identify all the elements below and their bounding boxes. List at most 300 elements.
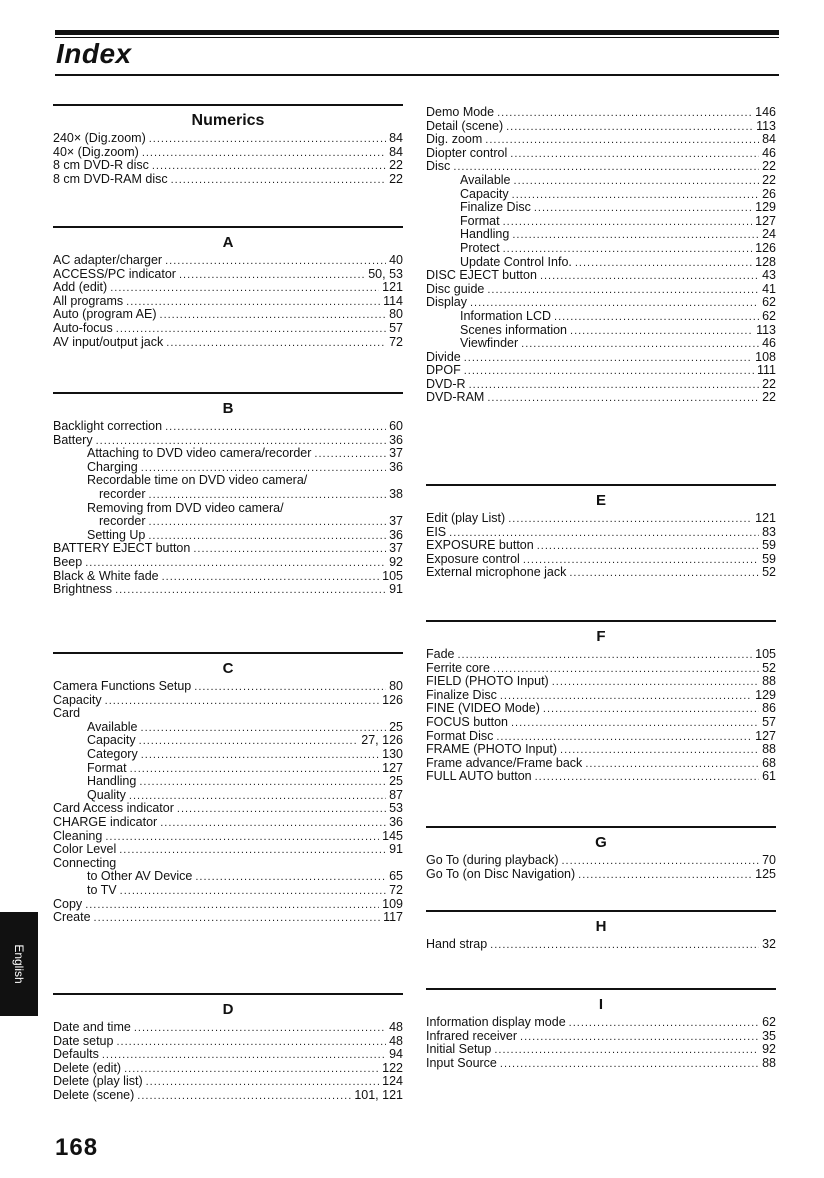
entry-list — [53, 254, 403, 349]
entry-label: 40× (Dig.zoom) — [53, 144, 139, 159]
dot-leader — [102, 1049, 386, 1063]
entry-page-ref: 36 — [389, 432, 403, 447]
index-entry — [426, 689, 776, 703]
index-entry — [53, 529, 403, 543]
entry-page-ref: 36 — [389, 459, 403, 474]
dot-leader — [497, 107, 752, 121]
entry-page-ref: 94 — [389, 1047, 403, 1062]
entry-label: DVD-R — [426, 376, 466, 391]
index-entry — [426, 757, 776, 771]
dot-leader — [152, 160, 386, 174]
dot-leader — [500, 1058, 759, 1072]
entry-label: Information LCD — [460, 308, 552, 323]
entry-label: Camera Functions Setup — [53, 679, 192, 693]
entry-label: DISC EJECT button — [426, 268, 537, 283]
entry-label: Auto-focus — [53, 320, 113, 335]
dot-leader — [134, 1022, 386, 1036]
entry-label: Finalize Disc — [426, 687, 497, 702]
entry-label: Finalize Disc — [460, 200, 531, 215]
dot-leader — [314, 448, 386, 462]
dot-leader — [137, 1090, 351, 1104]
entry-page-ref: 87 — [389, 787, 403, 802]
entry-page-ref: 52 — [762, 565, 776, 580]
entry-list — [426, 854, 776, 881]
dot-leader — [124, 1063, 379, 1077]
entry-page-ref: 59 — [762, 538, 776, 553]
index-entry — [426, 539, 776, 553]
index-entry — [53, 502, 403, 516]
entry-page-ref: 35 — [762, 1028, 776, 1043]
index-entry — [53, 843, 403, 857]
entry-label: External microphone jack — [426, 565, 567, 580]
dot-leader — [139, 776, 386, 790]
index-entry — [53, 775, 403, 789]
entry-page-ref: 53 — [389, 801, 403, 816]
entry-page-ref: 121 — [382, 280, 403, 295]
index-entry — [53, 830, 403, 844]
entry-page-ref: 59 — [762, 551, 776, 566]
entry-label: 240× (Dig.zoom) — [53, 131, 146, 145]
index-entry — [53, 898, 403, 912]
entry-label: Format — [460, 213, 500, 228]
entry-list — [426, 106, 776, 405]
entry-label: Removing from DVD video camera/ — [87, 500, 284, 515]
entry-page-ref: 105 — [382, 568, 403, 583]
entry-page-ref: 128 — [755, 254, 776, 269]
entry-page-ref: 101, 121 — [354, 1087, 403, 1102]
entry-label: Scenes information — [460, 322, 568, 337]
dot-leader — [119, 844, 386, 858]
index-entry — [426, 1057, 776, 1071]
dot-leader — [120, 885, 386, 899]
entry-list — [426, 512, 776, 580]
dot-leader — [126, 296, 380, 310]
entry-page-ref: 109 — [382, 896, 403, 911]
dot-leader — [578, 869, 752, 883]
header-thin-rule — [55, 37, 779, 38]
dot-leader — [464, 352, 752, 366]
entry-page-ref: 83 — [762, 524, 776, 539]
dot-leader — [146, 1076, 380, 1090]
entry-page-ref: 52 — [762, 660, 776, 675]
entry-label: Fade — [426, 647, 455, 661]
dot-leader — [512, 189, 759, 203]
dot-leader — [543, 703, 759, 717]
dot-leader — [149, 516, 387, 530]
entry-label: Update Control Info. — [460, 254, 572, 269]
entry-label: CHARGE indicator — [53, 814, 158, 829]
index-entry — [53, 542, 403, 556]
entry-page-ref: 57 — [762, 714, 776, 729]
index-entry — [426, 566, 776, 580]
index-entry — [53, 802, 403, 816]
entry-label: Go To (during playback) — [426, 853, 559, 867]
index-entry — [53, 1075, 403, 1089]
entry-label: to TV — [87, 882, 117, 897]
entry-page-ref: 126 — [755, 240, 776, 255]
entry-label: AC adapter/charger — [53, 253, 163, 267]
index-entry — [53, 911, 403, 925]
dot-leader — [94, 912, 381, 926]
dot-leader — [512, 229, 759, 243]
section-rule — [53, 993, 403, 995]
index-entry — [426, 730, 776, 744]
entry-label: Brightness — [53, 582, 113, 597]
dot-leader — [171, 174, 387, 188]
index-entry — [53, 857, 403, 871]
entry-label: Charging — [87, 459, 138, 474]
index-entry — [426, 1043, 776, 1057]
entry-label: Handling — [87, 774, 137, 789]
entry-page-ref: 60 — [389, 419, 403, 433]
index-entry — [426, 1016, 776, 1030]
page-title: Index — [56, 38, 132, 69]
title-underline — [55, 74, 779, 76]
dot-leader — [165, 421, 386, 435]
index-entry — [426, 648, 776, 662]
index-entry — [426, 188, 776, 202]
dot-leader — [162, 571, 380, 585]
entry-page-ref: 91 — [389, 842, 403, 857]
entry-label: Edit (play List) — [426, 511, 506, 525]
entry-page-ref: 111 — [756, 363, 776, 378]
index-entry — [426, 512, 776, 526]
entry-label: FINE (VIDEO Mode) — [426, 701, 540, 716]
index-entry — [426, 174, 776, 188]
index-entry — [53, 281, 403, 295]
section-heading: I — [598, 996, 604, 1013]
index-entry — [426, 310, 776, 324]
index-section-h — [426, 910, 776, 952]
index-entry — [53, 748, 403, 762]
index-entry — [53, 1035, 403, 1049]
index-section-f — [426, 620, 776, 784]
index-entry — [426, 296, 776, 310]
entry-page-ref: 37 — [389, 514, 403, 529]
entry-list — [53, 420, 403, 597]
index-entry — [53, 1021, 403, 1035]
dot-leader — [570, 325, 753, 339]
entry-label: Defaults — [53, 1047, 99, 1062]
dot-leader — [141, 749, 379, 763]
index-entry — [53, 434, 403, 448]
entry-page-ref: 61 — [762, 769, 776, 784]
entry-page-ref: 146 — [755, 105, 776, 119]
index-entry — [53, 721, 403, 735]
entry-label: Disc guide — [426, 281, 485, 296]
index-entry — [426, 662, 776, 676]
entry-label: Capacity — [460, 186, 509, 201]
index-entry — [426, 770, 776, 784]
section-rule — [426, 910, 776, 912]
section-heading: E — [595, 492, 606, 509]
entry-label: Quality — [87, 787, 126, 802]
entry-label: Hand strap — [426, 937, 488, 951]
entry-label: Display — [426, 295, 467, 310]
section-heading: F — [596, 628, 606, 645]
index-entry — [53, 816, 403, 830]
index-entry — [53, 488, 403, 502]
index-entry — [53, 146, 403, 160]
dot-leader — [116, 1036, 386, 1050]
entry-page-ref: 48 — [389, 1020, 403, 1034]
index-entry — [53, 734, 403, 748]
entry-page-ref: 86 — [762, 701, 776, 716]
entry-label: FULL AUTO button — [426, 769, 532, 784]
dot-leader — [561, 855, 759, 869]
dot-leader — [485, 134, 759, 148]
dot-leader — [506, 121, 753, 135]
entry-page-ref: 46 — [762, 336, 776, 351]
entry-label: Input Source — [426, 1055, 497, 1070]
entry-page-ref: 88 — [762, 742, 776, 757]
entry-label: Card Access indicator — [53, 801, 174, 816]
section-rule — [53, 104, 403, 106]
entry-label: Viewfinder — [460, 336, 519, 351]
index-entry — [426, 743, 776, 757]
index-section-e — [426, 484, 776, 580]
index-entry — [426, 160, 776, 174]
index-section-i — [426, 988, 776, 1070]
dot-leader — [115, 584, 386, 598]
dot-leader — [110, 282, 379, 296]
entry-list — [426, 648, 776, 784]
index-entry — [426, 147, 776, 161]
entry-page-ref: 26 — [762, 186, 776, 201]
index-entry — [53, 884, 403, 898]
index-entry — [53, 583, 403, 597]
index-entry — [426, 106, 776, 120]
dot-leader — [494, 1044, 759, 1058]
entry-label: Ferrite core — [426, 660, 490, 675]
section-heading: H — [595, 918, 607, 935]
dot-leader — [195, 871, 386, 885]
entry-label: FOCUS button — [426, 714, 508, 729]
entry-page-ref: 127 — [755, 213, 776, 228]
entry-label: Format Disc — [426, 728, 494, 743]
dot-leader — [490, 939, 759, 953]
entry-label: Category — [87, 746, 138, 761]
language-tab-label: English — [12, 944, 26, 984]
entry-label: Delete (scene) — [53, 1087, 135, 1102]
entry-label: Beep — [53, 554, 83, 569]
dot-leader — [160, 817, 386, 831]
entry-page-ref: 92 — [762, 1042, 776, 1057]
dot-leader — [535, 771, 759, 785]
section-rule — [426, 988, 776, 990]
entry-page-ref: 62 — [762, 295, 776, 310]
entry-label: Copy — [53, 896, 83, 911]
index-entry — [426, 283, 776, 297]
dot-leader — [165, 255, 386, 269]
entry-page-ref: 105 — [755, 647, 776, 661]
entry-label: Date setup — [53, 1033, 114, 1048]
entry-label: Black & White fade — [53, 568, 159, 583]
index-entry — [53, 680, 403, 694]
section-rule — [426, 484, 776, 486]
entry-label: Available — [87, 719, 138, 734]
entry-page-ref: 62 — [762, 1015, 776, 1029]
dot-leader — [105, 695, 380, 709]
index-entry — [426, 120, 776, 134]
index-entry — [426, 391, 776, 405]
entry-page-ref: 125 — [755, 866, 776, 881]
index-entry — [53, 570, 403, 584]
entry-list — [426, 938, 776, 952]
dot-leader — [569, 1017, 759, 1031]
entry-list — [53, 680, 403, 925]
entry-page-ref: 130 — [382, 746, 403, 761]
dot-leader — [514, 175, 760, 189]
entry-label: Delete (play list) — [53, 1074, 143, 1089]
entry-label: DVD-RAM — [426, 390, 485, 405]
entry-label: FRAME (PHOTO Input) — [426, 742, 558, 757]
index-entry — [53, 159, 403, 173]
index-entry — [53, 336, 403, 350]
entry-page-ref: 129 — [755, 687, 776, 702]
entry-page-ref: 88 — [762, 1055, 776, 1070]
index-section-a — [53, 226, 403, 349]
index-entry — [426, 378, 776, 392]
entry-label: recorder — [99, 486, 146, 501]
entry-label: Go To (on Disc Navigation) — [426, 866, 576, 881]
section-heading: Numerics — [191, 112, 265, 129]
entry-label: Backlight correction — [53, 419, 163, 433]
dot-leader — [458, 649, 753, 663]
index-entry — [53, 447, 403, 461]
dot-leader — [510, 148, 759, 162]
entry-label: Available — [460, 172, 511, 187]
index-entry — [53, 789, 403, 803]
dot-leader — [487, 392, 759, 406]
entry-page-ref: 127 — [755, 728, 776, 743]
entry-page-ref: 37 — [389, 446, 403, 461]
index-entry — [53, 173, 403, 187]
entry-label: Format — [87, 760, 127, 775]
index-entry — [53, 420, 403, 434]
entry-page-ref: 62 — [762, 308, 776, 323]
index-entry — [53, 515, 403, 529]
index-entry — [53, 694, 403, 708]
entry-page-ref: 22 — [762, 376, 776, 391]
entry-page-ref: 32 — [762, 937, 776, 951]
entry-label: Demo Mode — [426, 105, 495, 119]
entry-label: Frame advance/Frame back — [426, 755, 583, 770]
entry-label: Setting Up — [87, 527, 146, 542]
entry-label: Divide — [426, 349, 461, 364]
dot-leader — [540, 270, 759, 284]
section-rule — [426, 826, 776, 828]
entry-label: AV input/output jack — [53, 334, 164, 349]
entry-label: Card — [53, 706, 81, 721]
entry-page-ref: 145 — [382, 828, 403, 843]
header-thick-rule — [55, 30, 779, 35]
entry-page-ref: 70 — [762, 853, 776, 867]
entry-label: EIS — [426, 524, 447, 539]
entry-page-ref: 121 — [755, 511, 776, 525]
dot-leader — [160, 309, 387, 323]
entry-page-ref: 124 — [382, 1074, 403, 1089]
entry-label: Auto (program AE) — [53, 307, 157, 322]
entry-label: EXPOSURE button — [426, 538, 534, 553]
index-entry — [426, 553, 776, 567]
entry-label: Color Level — [53, 842, 117, 857]
index-section-d-continued — [426, 106, 776, 405]
entry-label: Initial Setup — [426, 1042, 492, 1057]
index-entry — [426, 364, 776, 378]
entry-list — [426, 1016, 776, 1070]
entry-page-ref: 27, 126 — [361, 733, 403, 748]
entry-page-ref: 65 — [389, 869, 403, 884]
entry-label: Date and time — [53, 1020, 131, 1034]
entry-label: Attaching to DVD video camera/recorder — [87, 446, 312, 461]
index-section-b — [53, 392, 403, 597]
index-entry — [53, 1089, 403, 1103]
entry-page-ref: 72 — [389, 882, 403, 897]
section-heading: B — [222, 400, 234, 417]
entry-label: 8 cm DVD-RAM disc — [53, 171, 168, 186]
entry-label: Information display mode — [426, 1015, 566, 1029]
index-entry — [53, 132, 403, 146]
entry-label: Create — [53, 910, 91, 925]
entry-page-ref: 41 — [762, 281, 776, 296]
entry-label: BATTERY EJECT button — [53, 541, 191, 556]
entry-page-ref: 24 — [762, 227, 776, 242]
entry-label: Infrared receiver — [426, 1028, 518, 1043]
index-entry — [53, 707, 403, 721]
dot-leader — [521, 338, 759, 352]
dot-leader — [508, 513, 752, 527]
index-entry — [426, 337, 776, 351]
entry-page-ref: 84 — [762, 132, 776, 147]
entry-page-ref: 40 — [389, 253, 403, 267]
entry-label: recorder — [99, 514, 146, 529]
index-entry — [426, 716, 776, 730]
dot-leader — [179, 269, 365, 283]
index-entry — [53, 1062, 403, 1076]
entry-page-ref: 126 — [382, 692, 403, 707]
dot-leader — [105, 831, 379, 845]
index-entry — [53, 268, 403, 282]
dot-leader — [487, 284, 759, 298]
language-tab — [0, 912, 38, 1016]
dot-leader — [194, 681, 386, 695]
index-entry — [53, 870, 403, 884]
dot-leader — [130, 763, 380, 777]
entry-label: 8 cm DVD-R disc — [53, 158, 149, 173]
index-entry — [426, 938, 776, 952]
entry-page-ref: 127 — [382, 760, 403, 775]
section-heading: D — [222, 1001, 234, 1018]
entry-page-ref: 91 — [389, 582, 403, 597]
entry-label: Capacity — [87, 733, 136, 748]
entry-page-ref: 22 — [389, 158, 403, 173]
dot-leader — [585, 758, 759, 772]
entry-page-ref: 22 — [389, 171, 403, 186]
index-entry — [426, 269, 776, 283]
entry-page-ref: 43 — [762, 268, 776, 283]
dot-leader — [537, 540, 759, 554]
entry-page-ref: 114 — [383, 293, 403, 308]
entry-label: Protect — [460, 240, 500, 255]
entry-page-ref: 72 — [389, 334, 403, 349]
entry-page-ref: 37 — [389, 541, 403, 556]
dot-leader — [166, 337, 386, 351]
index-entry — [53, 295, 403, 309]
index-section-g — [426, 826, 776, 881]
entry-label: Detail (scene) — [426, 118, 504, 133]
entry-page-ref: 36 — [389, 814, 403, 829]
